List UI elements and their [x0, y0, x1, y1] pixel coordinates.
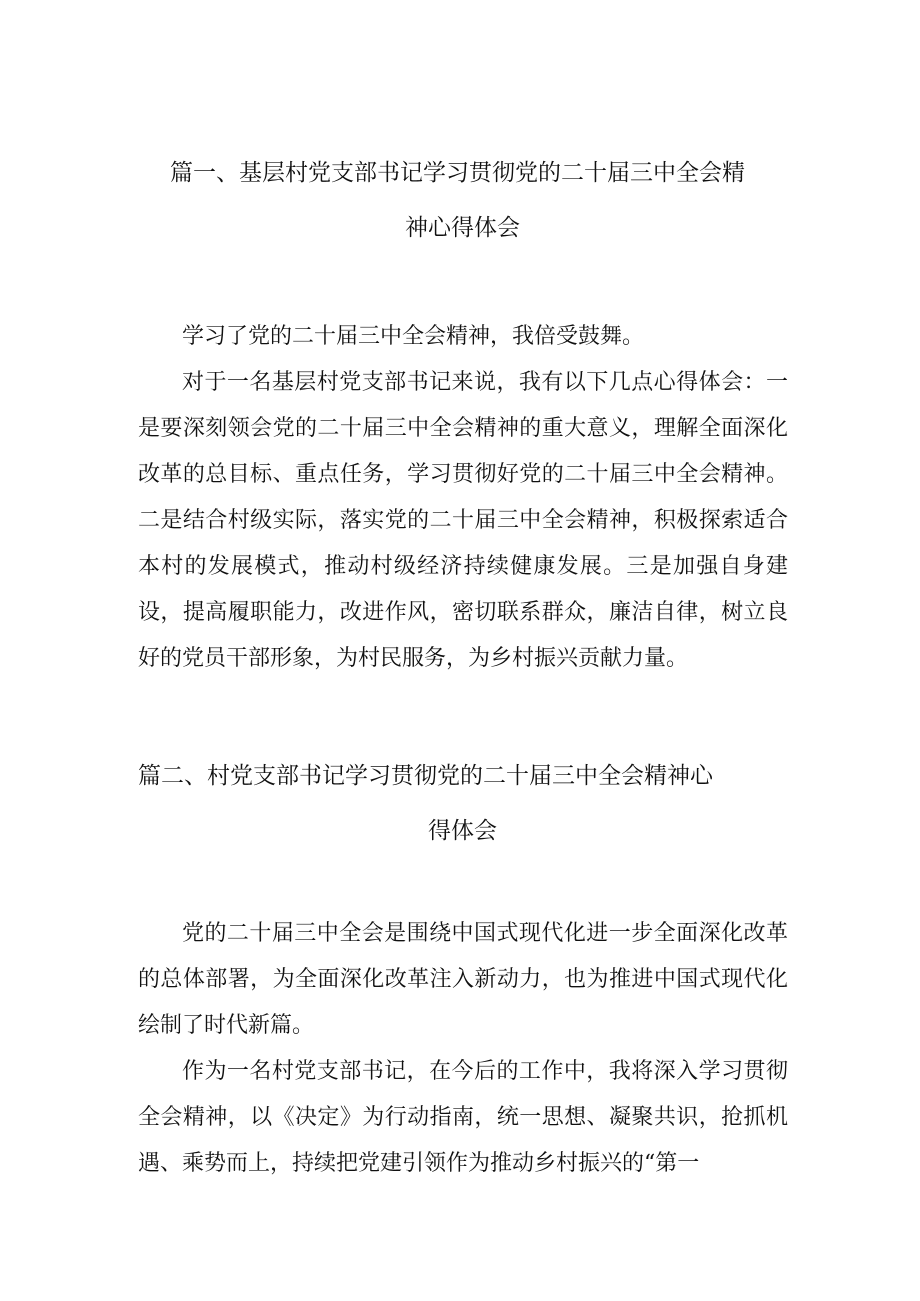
- section1-title-line2: 神心得体会: [405, 215, 520, 241]
- section1-paragraph-1: 学习了党的二十届三中全会精神，我倍受鼓舞。: [182, 324, 645, 349]
- section2-title-line2: 得体会: [428, 818, 497, 844]
- section1-paragraph-2: 对于一名基层村党支部书记来说，我有以下几点心得体会：一是要深刻领会党的二十届三中全会精神的重大意义，理解全面深化改革的总目标、重点任务，学习贯彻好党的二十届三中全会精神。二是结合村级实际，落实党的二十届三中全会精神，积极探索适合本村的发展模式，推动村级经济持续健康发展。三是加强自身建设，提高履职能力，改进作风，密切联系群众，廉洁自律，树立良好的党员干部形象，为村民服务，为乡村振兴贡献力量。: [138, 370, 788, 671]
- section2-title-line1: 篇二、村党支部书记学习贯彻党的二十届三中全会精神心: [138, 763, 713, 789]
- section2-paragraph-2: 作为一名村党支部书记，在今后的工作中，我将深入学习贯彻全会精神，以《决定》为行动指南，统一思想、凝聚共识，抢抓机遇、乘势而上，持续把党建引领作为推动乡村振兴的“第一: [138, 1059, 788, 1176]
- section1-title-line1: 篇一、基层村党支部书记学习贯彻党的二十届三中全会精: [170, 160, 745, 186]
- section2-paragraph-1: 党的二十届三中全会是围绕中国式现代化进一步全面深化改革的总体部署，为全面深化改革注入新动力，也为推进中国式现代化绘制了时代新篇。: [138, 921, 788, 1038]
